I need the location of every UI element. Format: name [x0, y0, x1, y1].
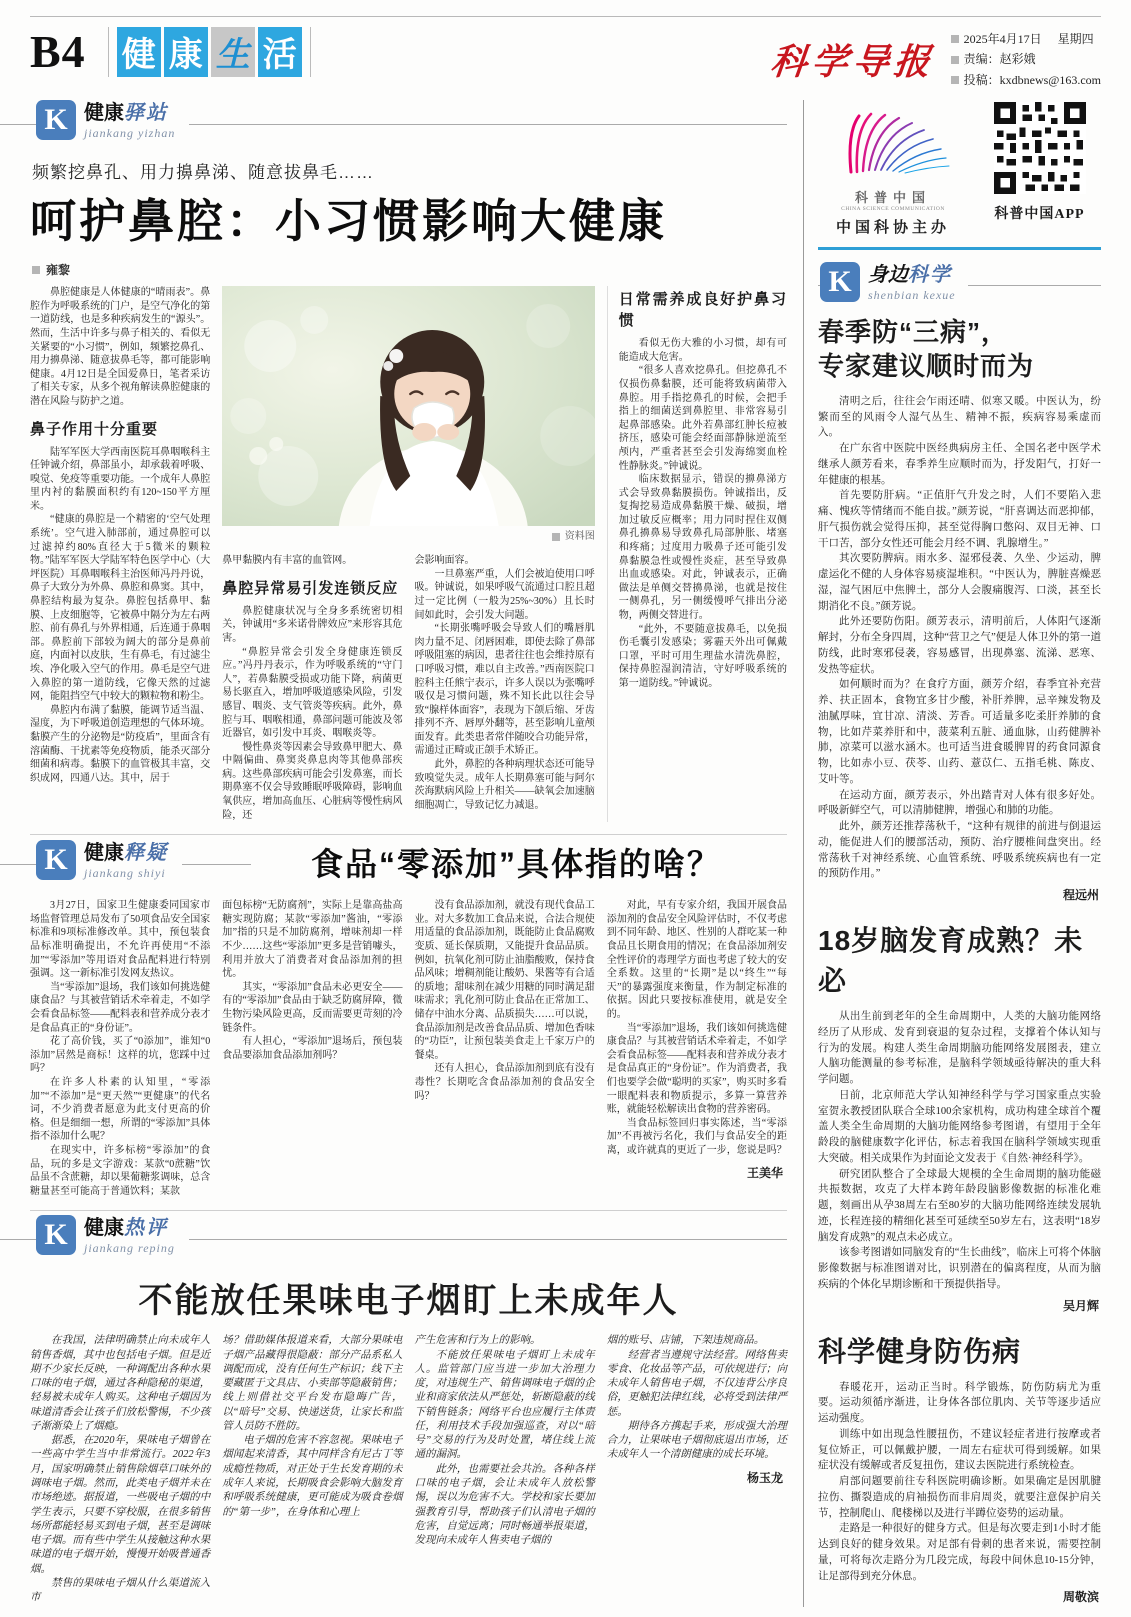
bullet-icon [552, 533, 560, 541]
article-byline: 周敬滨 [1062, 1590, 1099, 1605]
paragraph: 春暖花开，运动正当时。科学锻炼，防伤防病尤为重要。运动须循序渐进，让身体各部位肌肉、关节等逐步适应运动强度。 [818, 1381, 1101, 1425]
paragraph: 鼻甲黏膜内有丰富的血管网。 [222, 555, 353, 567]
paragraph: 一旦鼻塞严重，人们会被迫使用口呼吸。钟诚说，如果呼吸气流通过口腔且超过一定比例（一般为25%~30%）且长时间如此时，会引发大问题。 [414, 568, 595, 621]
paragraph: “很多人喜欢挖鼻孔。但挖鼻孔不仅损伤鼻黏膜，还可能将致病菌带入鼻腔。用手指挖鼻孔的时候，会把手指上的细菌送到鼻腔里、非常容易引起鼻部感染。此外若鼻部红肿长痘被挤压，感染可能会经面部静脉逆流至颅内，严重者甚至会引发海绵窦血栓性静脉炎。”钟诚说。 [618, 365, 787, 472]
page-header [30, 16, 1101, 90]
paragraph: 对此，早有专家介绍，我国开展食品添加剂的食品安全风险评估时，不仅考虑到不同年龄、地区、性别的人群吃某一种食品且长期食用的情况；在食品添加剂安全性评价的毒理学方面也考虑了较大的安全系数。这里的“长期”是以“终生”“每天”的暴露强度来衡量，作为制定标准的依据。因此只要按标准使用，就是安全的。 [606, 900, 787, 1021]
paragraph: 如何顺时而为？在食疗方面，颜芳介绍，春季宜补充营养、扶正固本，食物宜多甘少酸，补肝养脾，忌辛辣发物及油腻厚味，宜甘凉、清淡、芳香。可适量多吃柔肝养肺的食物，比如芹菜养肝和中，菠菜利五脏、通血脉，山药健脾补肺，凉菜可以滋水涵木。也可适当进食暖脾胃的药食同源食物，比如赤小豆、茯苓、山药、薏苡仁、五指毛桃、陈皮、艾叶等。 [818, 679, 1101, 785]
article-headline: 科学健身防伤病 [818, 1335, 1022, 1367]
paragraph: 烟的账号、店铺，下架违规商品。 [606, 1335, 765, 1347]
paragraph: “鼻腔异常会引发全身健康连锁反应。”冯丹丹表示，作为呼吸系统的“守门人”，若鼻黏膜受损或功能下降，病菌更易长驱直入，增加呼吸道感染风险，引发感冒、咽炎、支气管炎等疾病。此外，鼻腔与耳、咽喉相通，鼻部问题可能波及邻近器官，如引发中耳炎、咽喉炎等。 [222, 646, 403, 740]
article-body [30, 286, 787, 822]
submission-row [951, 70, 1101, 90]
paragraph: 鼻腔内布满了黏膜，能调节适当温、湿度，为下呼吸道创造理想的气体环境。黏膜产生的分泌物是“防疫盾”，里面含有溶菌酶、干扰素等免疫物质，能杀灭部分细菌和病毒。黏膜下的血管极其丰富，交织成网，四通八达。其中，居于 [30, 704, 211, 784]
sidebar [803, 100, 1101, 1607]
edition-number: B4 [30, 26, 86, 77]
kepu-china-logo-block [818, 102, 968, 237]
article-column-2 [222, 1334, 402, 1605]
article-column-3 [415, 1334, 595, 1605]
sidebar-article-fitness [818, 1330, 1101, 1606]
issue-date: 2025年4月17日 [963, 32, 1042, 46]
paragraph: 此外，颜芳还推荐荡秋千，“这种有规律的前进与倒退运动，能促进人们的腰部活动，预防、治疗腰椎间盘突出。经常荡秋千对神经系统、心血管系统、呼吸系统疾病也有一定的预防作用。” [818, 821, 1101, 880]
article-byline: 杨玉龙 [746, 1470, 783, 1485]
qr-code-label: 科普中国APP [994, 207, 1085, 223]
photo-girl-blowing-nose [222, 286, 595, 526]
paragraph: 其实，“零添加”食品未必更安全——有的“零添加”食品由于缺乏防腐屏障，微生物污染风险更高，反而需要更苛刻的冷链条件。 [222, 981, 403, 1034]
kepu-china-wave-logo-icon [833, 102, 953, 180]
kepu-china-name: 科普中国 [854, 190, 931, 206]
paragraph: 不能放任果味电子烟盯上未成年人。监管部门应当进一步加大治理力度，对违规生产、销售调味电子烟的企业和商家依法从严惩处，斩断隐蔽的线下销售链条；网络平台也应履行主体责任，利用技术手段加强巡查，对以“暗号”交易的行为及时处置，堵住线上流通的漏洞。 [414, 1349, 595, 1461]
paragraph: 走路是一种很好的健身方式。但是每次要走到1小时才能达到良好的健身效果。对足部有骨刺的患者来说，需要控制量，可将每次走路分为几段完成，每段中间休息10-15分钟，让足部得到充分休息。 [818, 1523, 1101, 1582]
section-cat-blue: 驿站 [124, 102, 168, 125]
paragraph: 看似无伤大雅的小习惯，却有可能造成大危害。 [618, 338, 787, 363]
paragraph: 其次要防脾病。雨水多、湿邪侵袭、久坐、少运动，脾虚运化不健的人身体容易痰湿堆积。“中医认为，脾脏喜燥恶湿，湿气困厄中焦脾土，部分人会腹痛腹泻、口淡，甚至长期消化不良。”颜芳说。 [818, 553, 1101, 612]
paragraph: 在我国，法律明确禁止向未成年人销售香烟，其中也包括电子烟。但是近期不少家长反映，一种调配出各种水果口味的电子烟，通过各种隐秘的渠道，轻易被未成年人购买。这种电子烟因为味道清香会让孩子们放松警惕，不少孩子渐渐染上了烟瘾。 [30, 1335, 211, 1432]
paragraph: 陆军军医大学西南医院耳鼻咽喉科主任钟诚介绍，鼻部虽小，却承载着呼吸、嗅觉、免疫等重要功能。一个成年人鼻腔里内衬的黏膜面积约有120~150平方厘米。 [30, 446, 211, 512]
paragraph: 日前，北京师范大学认知神经科学与学习国家重点实验室贺永教授团队联合全球100余家机构，成功构建全球首个覆盖人类全生命周期的大脑功能网络参考图谱，有望用于全年龄段的脑健康数字化评估，标志着我国在脑科学领域实现重大突破。相关成果作为封面论文发表于《自然·神经科学》。 [818, 1089, 1101, 1164]
paragraph: 期待各方携起手来，形成强大治理合力，让果味电子烟彻底退出市场，还未成年人一个清朗健康的成长环境。 [606, 1420, 787, 1461]
sidebar-article-brain [818, 919, 1101, 1314]
section-cat-black: 身边 [868, 264, 908, 287]
kepu-china-host: 中国科协主办 [835, 220, 950, 237]
section-header [30, 100, 787, 152]
k-logo-icon: K [820, 262, 860, 302]
paragraph: 在广东省中医院中医经典病房主任、全国名老中医学术继承人颜芳看来，春季养生应顺时而为，抒发阳气，打好一年健康的根基。 [818, 443, 1101, 486]
paragraph: 首先要防肝病。“正值肝气升发之时，人们不要陷入悲痛、愧疚等情绪而不能自拔。”颜芳说，“肝喜调达而恶抑郁，肝气损伤就会觉得压抑，甚至觉得胸口憋闷、双目无神、口干口苦，部分女性还可能会月经不调、乳腺增生。” [818, 490, 1101, 549]
paragraph: 训练中如出现急性腰扭伤，不建议轻症者进行按摩或者复位矫正，可以佩戴护腰，一周左右症状可得到缓解。如果症状没有缓解或者反复扭伤，建议去医院进行系统检查。 [818, 1428, 1101, 1472]
paragraph: 此外，也需要社会共治。各种各样口味的电子烟，会让未成年人放松警惕，误以为危害不大。学校和家长要加强教育引导，帮助孩子们认清电子烟的危害，自觉远离；同时畅通举报渠道，发现向未成年人售卖电子烟的 [414, 1463, 595, 1547]
section-pinyin: jiankang reping [84, 1241, 175, 1256]
issue-date-row [951, 29, 1101, 49]
paragraph: 经营者当遵规守法经营。网络售卖零食、化妆品等产品，可依规进行；向未成年人销售电子烟，不仅违背公序良俗，更触犯法律红线，必将受到法律严惩。 [606, 1349, 787, 1418]
article-column-1 [30, 286, 210, 822]
article-byline: 程远州 [1062, 888, 1099, 903]
editor-row [951, 49, 1101, 69]
qr-code-icon [994, 102, 1086, 194]
article-subhead: 鼻子作用十分重要 [30, 420, 159, 438]
newspaper-logo: 科学导报 [768, 42, 937, 83]
article-photo-block [222, 286, 595, 554]
paragraph: 3月27日，国家卫生健康委同国家市场监督管理总局发布了50项食品安全国家标准和9项标准修改单。其中，预包装食品标准明确提出，不允许再使用“不添加”“零添加”等用语对食品配料进行特别强调。这一新标准引发网友热议。 [30, 900, 211, 980]
article-column-1 [30, 1334, 210, 1605]
paragraph: 鼻腔健康状况与全身多系统密切相关，钟诚用“多米诺骨牌效应”来形容其危害。 [222, 605, 403, 644]
paragraph: 当“零添加”退场，我们该如何挑选健康食品？与其被营销话术牵着走，不如学会看食品标签——配料表和营养成分表才是食品真正的“身份证”。作为消费者，我们也要学会做“聪明的买家”，购买时多看一眼配料表和物质提示，多算一算营养账，就能轻松解读出食物的营养密码。 [606, 1022, 787, 1116]
paragraph: 临床数据显示，错误的擤鼻涕方式会导致鼻黏膜损伤。钟诚指出，反复掏挖易造成鼻黏膜干燥、破损，增加过敏反应概率；用力同时捏住双侧鼻孔擤鼻易导致鼻孔局部肿胀、堵塞和疼痛；过度用力吸鼻子还可能引发鼻黏膜急性或慢性炎症，甚至导致鼻出血或感染。对此，钟诚表示，正确做法是单侧交替擤鼻涕，也就是按住一侧鼻孔，另一侧缓慢呼气排出分泌物，两侧交替进行。 [618, 474, 787, 622]
section-header [30, 1215, 787, 1267]
edition-block [30, 25, 311, 78]
section-cat-blue: 科学 [908, 264, 952, 287]
editor-name: 责编：赵彩娥 [963, 52, 1036, 67]
article-column-1 [30, 899, 210, 1198]
section-char: 生 [211, 27, 255, 77]
article-headline: 不能放任果味电子烟盯上未成年人 [138, 1282, 679, 1321]
article-headline: 食品“零添加”具体指的啥？ [310, 846, 721, 883]
masthead-block [768, 25, 1101, 90]
sidebar-article-spring [818, 316, 1101, 903]
paragraph: 在运动方面，颜芳表示，外出踏青对人体有很多好处。呼吸新鲜空气，可以清肺健脾，增强心和肺的功能。 [818, 789, 1101, 817]
article-column-4 [607, 899, 787, 1198]
article-body [30, 1334, 787, 1605]
paragraph: 据悉，在2020年，果味电子烟曾在一些高中学生当中非常流行。2022年3月，国家明确禁止销售除烟草口味外的调味电子烟。然而，此类电子烟并未在市场绝迹。据报道，一些吸电子烟的中学生表示，只要不穿校服，在很多销售场所都能轻易买到电子烟，甚至是调味电子烟。而有些中学生从接触这种水果味道的电子烟开始，慢慢开始吸普通香烟。 [30, 1435, 211, 1575]
section-char: 康 [164, 27, 208, 77]
section-jiankang-reping [30, 1210, 787, 1605]
section-pinyin: jiankang shiyi [84, 866, 166, 881]
paragraph: 禁售的果味电子烟从什么渠道流入市 [30, 1577, 211, 1604]
photo-caption: 资料图 [222, 530, 595, 544]
paragraph: 会影响面容。 [414, 555, 475, 567]
bullet-icon [951, 76, 959, 84]
bullet-icon [32, 266, 40, 274]
paragraph: 电子烟的危害不容忽视。果味电子烟闻起来清香，其中同样含有尼古丁等成瘾性物质，对正处于生长发育期的未成年人来说，长期吸食会影响大脑发育和呼吸系统健康，更可能成为吸食卷烟的“第一步”，在身体和心理上 [222, 1435, 403, 1518]
article-subhead: 鼻腔异常易引发连锁反应 [222, 579, 399, 597]
article-headline: 18岁脑发育成熟？未必 [818, 925, 1084, 997]
photo-illustration [222, 286, 595, 526]
article-column-3 [415, 554, 595, 822]
paragraph: 该参考图谱如同脑发育的“生长曲线”，临床上可将个体脑影像数据与标准图谱对比，识别潜在的偏离程度，从而为脑疾病的个体化早期诊断和干预提供指导。 [818, 1247, 1101, 1290]
section-cat-blue: 热评 [124, 1217, 168, 1240]
issue-info [951, 29, 1101, 90]
paragraph: 慢性鼻炎等因素会导致鼻甲肥大、鼻中隔偏曲、鼻窦炎鼻息肉等其他鼻部疾病。这些鼻部疾病可能会引发鼻塞，而长期鼻塞不仅会导致睡眠呼吸障碍，影响血氧供应，增加高血压、心脏病等慢性病风险，还 [222, 741, 403, 821]
article-column-4 [607, 286, 787, 822]
section-char: 活 [258, 27, 302, 77]
paragraph: 产生危害和行为上的影响。 [414, 1335, 541, 1347]
article-byline: 王美华 [746, 1165, 783, 1180]
main-column [30, 100, 787, 1607]
section-cat-black: 健康 [84, 842, 124, 865]
paragraph: 肩部问题要前往专科医院明确诊断。如果确定是因肌腱拉伤、撕裂造成的肩袖损伤而非肩周炎，就要注意保护肩关节，控制爬山、爬楼梯以及进行半蹲位姿势的运动量。 [818, 1476, 1101, 1519]
paragraph: 在现实中，许多标榜“零添加”的食品，玩的多是文字游戏：某款“0蔗糖”饮品虽不含蔗糖，却以果葡糖浆调味，总含糖量甚至可能高于普通饮料；某款 [30, 1144, 211, 1197]
paragraph: 还有人担心，食品添加剂到底有没有毒性？长期吃含食品添加剂的食品安全吗？ [414, 1063, 595, 1102]
k-logo-icon: K [36, 100, 76, 140]
article-column-3 [415, 899, 595, 1198]
article-byline: 吴月辉 [1062, 1298, 1099, 1313]
article-column-4 [607, 1334, 787, 1605]
paragraph: 从出生前到老年的全生命周期中，人类的大脑功能网络经历了从形成、发育到衰退的复杂过程，支撑着个体认知与行为的发展。构建人类生命周期脑功能网络发展图表，建立人脑功能测量的参考标准，是脑科学领域亟待解决的重大科学问题。 [818, 1011, 1101, 1086]
paragraph: 此外，鼻腔的各种病理状态还可能导致嗅觉失灵。成年人长期鼻塞可能与阿尔茨海默病风险上升相关——缺氧会加速脑细胞凋亡，导致记忆力减退。 [414, 759, 595, 811]
paragraph: 花了高价钱，买了“0添加”，谁知“0添加”居然是商标！这样的坑，您踩中过吗？ [30, 1036, 211, 1075]
section-cat-black: 健康 [84, 102, 124, 125]
section-jiankang-shiyi [30, 834, 787, 1198]
paragraph: 当“零添加”退场，我们该如何挑选健康食品？与其被营销话术牵着走，不如学会看食品标签——配料表和营养成分表才是食品真正的“身份证”。 [30, 981, 211, 1034]
k-logo-icon: K [36, 840, 76, 880]
section-pinyin: shenbian kexue [868, 288, 956, 303]
section-char: 健 [117, 27, 161, 77]
paragraph: 在许多人朴素的认知里，“零添加”“不添加”是“更天然”“更健康”的代名词，不少消费者愿意为此支付更高的价格。但是细细一想，所谓的“零添加”具体指不添加什么呢？ [30, 1076, 211, 1143]
paragraph: 清明之后，往往会乍雨还晴、似寒又暖。中医认为，纷繁而至的风雨令人湿气丛生、精神不振，疾病容易乘虚而入。 [818, 395, 1101, 439]
article-headline: 呵护鼻腔：小习惯影响大健康 [30, 195, 667, 248]
section-header [818, 262, 1101, 312]
k-logo-icon: K [36, 1215, 76, 1255]
kepu-china-promo [818, 100, 1101, 250]
issue-weekday: 星期四 [1057, 32, 1094, 46]
article-headline: 春季防“三病”， 专家建议顺时而为 [818, 317, 1035, 381]
section-cat-blue: 释疑 [124, 842, 168, 865]
bullet-icon [951, 35, 959, 43]
paragraph: 当食品标签回归事实陈述，当“零添加”不再被污名化，我们与食品安全的距离，或许就真的更近了一步，您说是吗？ [606, 1117, 787, 1156]
paragraph: 鼻腔健康是人体健康的“晴雨表”。鼻腔作为呼吸系统的门户，是空气净化的第一道防线，也是多种疾病发生的“源头”。然而，生活中许多与鼻子相关的、看似无关紧要的“小习惯”，例如，频繁挖鼻孔、用力擤鼻涕、随意拔鼻毛等，都可能影响健康。4月12日是全国爱鼻日，笔者采访了相关专家，从多个视角解读鼻腔健康的潜在风险与防护之道。 [30, 287, 211, 407]
paragraph: 此外还要防伤阳。颜芳表示，清明前后，人体阳气逐渐解封，分布全身四周，这种“营卫之气”便是人体卫外的第一道防线，此时寒邪侵袭，容易感冒，出现鼻塞、流涕、恶寒、发热等症状。 [818, 616, 1101, 675]
section-cat-black: 健康 [84, 1217, 124, 1240]
article-column-2 [222, 899, 402, 1198]
paragraph: 有人担心，“零添加”退场后，预包装食品要添加食品添加剂吗？ [222, 1036, 403, 1061]
article-column-2 [222, 554, 402, 822]
section-jiankang-yizhan [30, 100, 787, 822]
paragraph: “此外，不要随意拔鼻毛，以免损伤毛囊引发感染；雾霾天外出可佩戴口罩，平时可用生理盐水清洗鼻腔，保持鼻腔湿润清洁，守好呼吸系统的第一道防线。”钟诚说。 [618, 623, 787, 690]
paragraph: “健康的鼻腔是一个精密的‘空气处理系统’。空气进入肺部前，通过鼻腔可以过滤掉约80%直径大于5微米的颗粒物。”陆军军医大学陆军特色医学中心（大坪医院）耳鼻咽喉科主治医师冯丹丹说，鼻子大致分为外鼻、鼻腔和鼻窦。其中，鼻腔结构最为复杂。鼻腔包括鼻甲、黏膜、上皮细胞等，它被鼻中隔分为左右两腔、前有鼻孔与外界相通，后连通于鼻咽部。鼻腔前下部较为阔大的部分是鼻前庭，内面衬以皮肤，生有鼻毛，有过滤尘埃、净化吸入空气的作用。鼻毛是空气进入鼻腔的第一道防线，它像天然的过滤网，能阻挡空气中较大的颗粒物和粉尘。 [30, 514, 211, 703]
paragraph: 面包标榜“无防腐剂”，实际上是靠高盐高糖实现防腐；某款“零添加”酱油，“零添加”指的只是不加防腐剂，增味剂却一样不少……这些“零添加”更多是营销噱头，利用并放大了消费者对食品添加剂的担忧。 [222, 900, 403, 980]
article-kicker: 频繁挖鼻孔、用力擤鼻涕、随意拔鼻毛…… [32, 163, 374, 183]
paragraph: 没有食品添加剂，就没有现代食品工业。对大多数加工食品来说，合法合规使用适量的食品添加剂，既能防止食品腐败变质、延长保质期，又能提升食品品质。例如，抗氧化剂可防止油脂酸败，保持食品风味；增稠剂能让酸奶、果酱等有合适的质地；甜味剂在减少用糖的同时满足甜味需求；乳化剂可防止食品在正常加工、储存中油水分离、品质损失……可以说，食品添加剂是改善食品品质、增加色香味的“功臣”，让预包装美食走上千家万户的餐桌。 [414, 900, 595, 1061]
article-byline: 雍黎 [32, 261, 787, 278]
paragraph: “长期张嘴呼吸会导致人们的嘴唇肌肉力量不足、闭唇困难，即使去除了鼻部呼吸阻塞的病因，患者往往也会维持原有口呼吸习惯，难以自主改善。”西南医院口腔科主任熊宁表示，许多人误以为张嘴呼吸仅是习惯问题，殊不知长此以往会导致“腺样体面容”，表现为下颌后缩、牙齿排列不齐、唇厚外翻等，甚至影响儿童颅面发育。此类患者常伴随咬合功能异常，需通过正畸或正颌手术矫正。 [414, 623, 595, 757]
section-name-boxes [108, 27, 311, 77]
qr-code-block [978, 102, 1101, 223]
section-header [30, 840, 245, 892]
paragraph: 场？借助媒体报道来看，大部分果味电子烟产品藏得很隐蔽：部分产品系私人调配而成，没有任何生产标识；线下主要藏匿于文具店、小卖部等隐蔽销售；线上则借社交平台发布隐晦广告，以“暗号”交易、快递送货，让家长和监管人员防不胜防。 [222, 1335, 403, 1432]
section-pinyin: jiankang yizhan [84, 126, 176, 141]
paragraph: 研究团队整合了全球最大规模的全生命周期的脑功能磁共振数据，攻克了大样本跨年龄段脑影像数据的标准化难题，刻画出从孕38周左右至80岁的大脑功能网络连续发展轨迹，长程连接的精细化甚至可延续至50岁左右，这表明“18岁脑发育成熟”的观点未必成立。 [818, 1168, 1101, 1243]
submission-email: 投稿：kxdbnews@163.com [963, 72, 1101, 87]
article-subhead: 日常需养成良好护鼻习惯 [618, 291, 787, 330]
kepu-china-subtitle: CHINA SCIENCE COMMUNICATION [841, 206, 945, 213]
bullet-icon [951, 56, 959, 64]
article-body [30, 899, 787, 1198]
